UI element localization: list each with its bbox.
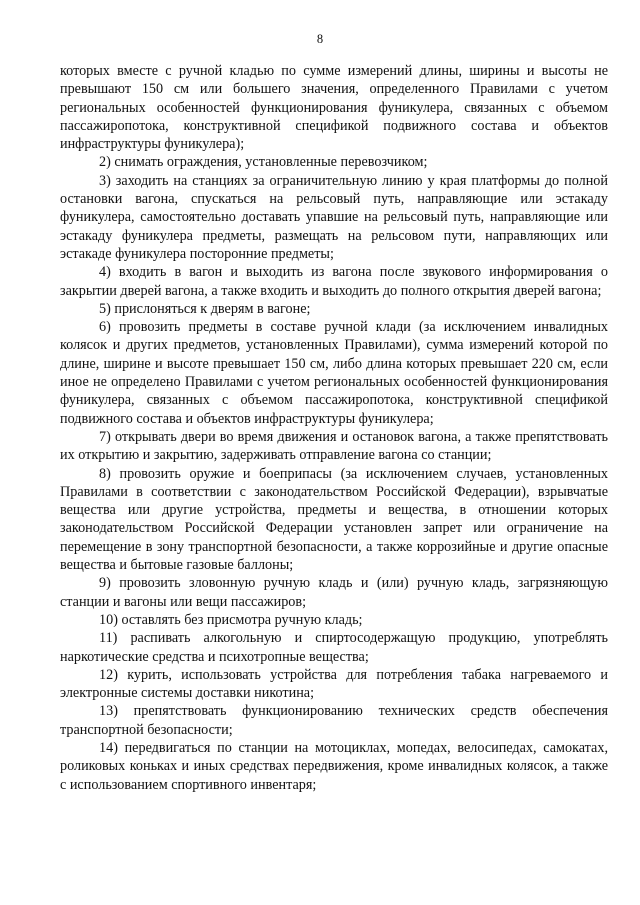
paragraph-item-10: 10) оставлять без присмотра ручную кладь; xyxy=(99,611,363,628)
paragraph-continuation: которых вместе с ручной кладью по сумме измерений длины, ширины и высоты не превышают 150 см или большего значения, определенного Правилами с учетом региональных особенностей функционирования фуникулера, связанных с объемом пассажиропотока, конструктивной спецификой подвижного состава и объектов инфраструктуры фуникулера); xyxy=(60,63,608,153)
paragraph-item-6: 6) провозить предметы в составе ручной клади (за исключением инвалидных колясок и других предметов, установленных Правилами), сумма измерений которой по длине, ширине и высоте превышает 150 см, либо длина которых превышает 220 см, если иное не определено Правилами с учетом региональных особенностей функционирования фуникулера, связанных с объемом пассажиропотока, конструктивной спецификой подвижного состава и объектов инфраструктуры фуникулера; xyxy=(60,319,608,427)
page-number: 8 xyxy=(316,32,324,46)
paragraph-item-4: 4) входить в вагон и выходить из вагона после звукового информирования о закрытии дверей вагона, а также входить и выходить до полного открытия дверей вагона; xyxy=(60,264,608,299)
paragraph-item-9: 9) провозить зловонную ручную кладь и (или) ручную кладь, загрязняющую станции и вагоны или вещи пассажиров; xyxy=(60,575,608,610)
paragraph-item-13: 13) препятствовать функционированию технических средств обеспечения транспортной безопасности; xyxy=(60,703,608,738)
body-text xyxy=(60,62,608,794)
paragraph-item-14: 14) передвигаться по станции на мотоциклах, мопедах, велосипедах, самокатах, роликовых коньках и иных средствах передвижения, кроме инвалидных колясок, а также с использованием спортивного инвентаря; xyxy=(60,739,608,793)
paragraph-item-11: 11) распивать алкогольную и спиртосодержащую продукцию, употреблять наркотические средства и психотропные вещества; xyxy=(60,630,608,665)
paragraph-item-7: 7) открывать двери во время движения и остановок вагона, а также препятствовать их открытию и закрытию, задерживать отправление вагона со станции; xyxy=(60,428,608,464)
paragraph-item-8: 8) провозить оружие и боеприпасы (за исключением случаев, установленных Правилами в соответствии с законодательством Российской Федерации), взрывчатые вещества или другие устройства, предметы и вещества, в отношении которых законодательством Российской Федерации установлен запрет или ограничение на перемещение в зону транспортной безопасности, а также коррозийные и другие опасные вещества и бытовые газовые баллоны; xyxy=(60,465,608,574)
paragraph-item-5: 5) прислоняться к дверям в вагоне; xyxy=(99,300,311,317)
paragraph-item-12: 12) курить, использовать устройства для потребления табака нагреваемого и электронные системы доставки никотина; xyxy=(60,666,608,702)
paragraph-item-3: 3) заходить на станциях за ограничительную линию у края платформы до полной остановки вагона, спускаться на рельсовый путь, направляющие или эстакаду фуникулера, самостоятельно доставать упавшие на рельсовый путь, направляющие или эстакаду фуникулера предметы, размещать на рельсовом пути, направляющих или эстакаде фуникулера посторонние предметы; xyxy=(60,172,608,262)
paragraph-item-2: 2) снимать ограждения, установленные перевозчиком; xyxy=(99,154,428,171)
